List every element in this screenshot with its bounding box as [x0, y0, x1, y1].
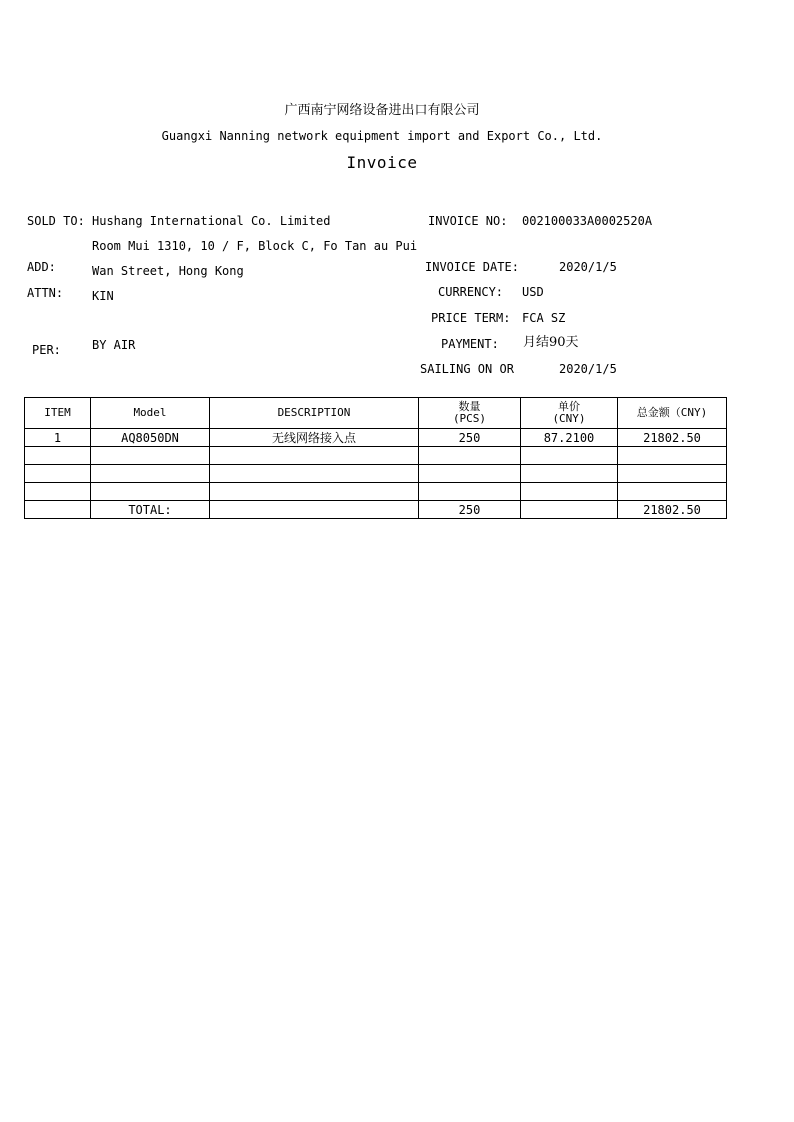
- address-line-1: Room Mui 1310, 10 / F, Block C, Fo Tan au Pui: [92, 239, 418, 253]
- currency-value: USD: [522, 285, 544, 299]
- cell-amount: [618, 447, 727, 465]
- cell-description: [210, 483, 419, 501]
- sold-to-value: Hushang International Co. Limited: [92, 214, 331, 228]
- cell-model: AQ8050DN: [91, 429, 210, 447]
- header-qty-label: 数量: [458, 400, 481, 413]
- header-model: Model: [91, 398, 210, 429]
- payment-value: 月结90天: [523, 335, 579, 350]
- table-row: [25, 465, 727, 483]
- total-description-blank: [210, 501, 419, 519]
- document-title: Invoice: [346, 153, 418, 172]
- header-unit-price-unit: (CNY): [552, 412, 586, 425]
- total-row: [25, 501, 727, 519]
- cell-unit-price: [521, 447, 618, 465]
- invoice-no-label: INVOICE NO:: [428, 214, 508, 228]
- attn-value: KIN: [92, 289, 114, 303]
- cell-qty: [419, 483, 521, 501]
- cell-qty: 250: [419, 429, 521, 447]
- invoice-date-label: INVOICE DATE:: [425, 260, 519, 274]
- cell-model: [91, 465, 210, 483]
- sailing-value: 2020/1/5: [559, 362, 617, 376]
- header-qty: [419, 398, 521, 429]
- cell-item: 1: [25, 429, 91, 447]
- cell-description: [210, 447, 419, 465]
- per-value: BY AIR: [92, 338, 136, 352]
- currency-label: CURRENCY:: [438, 285, 504, 299]
- cell-item: [25, 483, 91, 501]
- table-row: [25, 447, 727, 465]
- total-qty: 250: [419, 501, 521, 519]
- cell-amount: 21802.50: [618, 429, 727, 447]
- cell-unit-price: 87.2100: [521, 429, 618, 447]
- header-amount: 总金额（CNY): [618, 398, 727, 429]
- sold-to-label: SOLD TO:: [27, 214, 85, 228]
- cell-amount: [618, 465, 727, 483]
- items-table: [24, 397, 727, 519]
- attn-label: ATTN:: [27, 286, 64, 300]
- invoice-date-value: 2020/1/5: [559, 260, 617, 274]
- cell-unit-price: [521, 465, 618, 483]
- invoice-no-value: 002100033A0002520A: [522, 214, 653, 228]
- cell-description: [210, 465, 419, 483]
- cell-model: [91, 483, 210, 501]
- header-item: ITEM: [25, 398, 91, 429]
- per-label: PER:: [32, 343, 61, 357]
- price-term-value: FCA SZ: [522, 311, 566, 325]
- cell-item: [25, 465, 91, 483]
- cell-qty: [419, 465, 521, 483]
- table-row: [25, 483, 727, 501]
- price-term-label: PRICE TERM:: [431, 311, 511, 325]
- table-header-row: [25, 398, 727, 429]
- table-row: [25, 429, 727, 447]
- company-name-en: Guangxi Nanning network equipment import and Export Co., Ltd.: [161, 129, 603, 143]
- total-blank: [25, 501, 91, 519]
- company-name-cn: 广西南宁网络设备进出口有限公司: [284, 103, 480, 118]
- header-unit-price-label: 单价: [558, 400, 580, 413]
- cell-unit-price: [521, 483, 618, 501]
- total-amount: 21802.50: [618, 501, 727, 519]
- address-line-2: Wan Street, Hong Kong: [92, 264, 244, 278]
- cell-amount: [618, 483, 727, 501]
- header-qty-unit: (PCS): [452, 412, 487, 425]
- cell-item: [25, 447, 91, 465]
- add-label: ADD:: [27, 260, 56, 274]
- sailing-label: SAILING ON OR: [420, 362, 514, 376]
- payment-label: PAYMENT:: [441, 337, 499, 351]
- cell-model: [91, 447, 210, 465]
- total-label: TOTAL:: [91, 501, 210, 519]
- cell-qty: [419, 447, 521, 465]
- cell-description: 无线网络接入点: [210, 429, 419, 447]
- header-description: DESCRIPTION: [210, 398, 419, 429]
- header-unit-price: [521, 398, 618, 429]
- total-unit-price-blank: [521, 501, 618, 519]
